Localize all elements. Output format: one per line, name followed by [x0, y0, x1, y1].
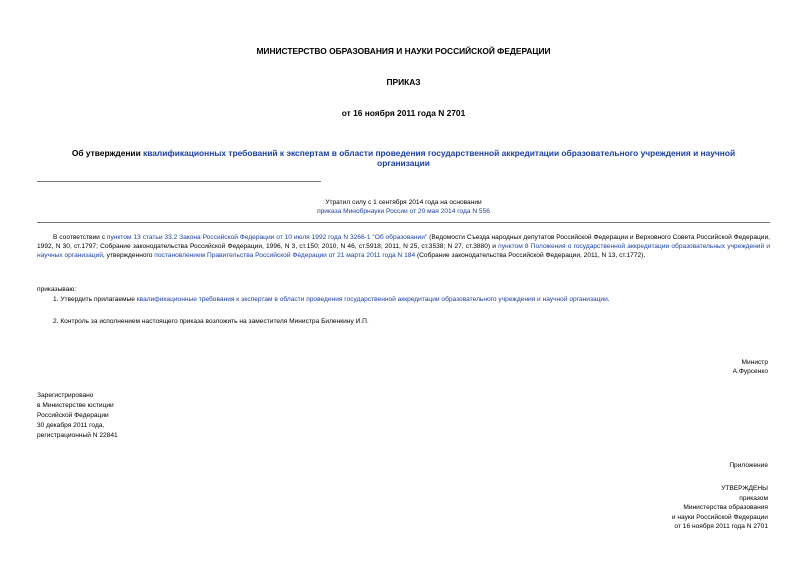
- item-1: 1. Утвердить прилагаемые квалификационные требования к экспертам в области проведения государственной аккредитации образовательного учреждения и научной организации.: [53, 296, 610, 303]
- title-prefix: Об утверждении: [71, 148, 144, 158]
- regulation-link[interactable]: пунктом 8 Положения о государственной аккредитации образовательных учреждений и научных организаций: [37, 242, 770, 259]
- registration-line: Зарегистрировано: [37, 392, 94, 399]
- registration-line: Российской Федерации: [37, 412, 109, 419]
- signature-title: Министр: [741, 359, 768, 366]
- signature-name: А.Фурсенко: [732, 368, 768, 375]
- approval-block: [560, 484, 768, 532]
- registration-line: регистрационный N 22841: [37, 432, 118, 439]
- short-divider: [37, 181, 321, 182]
- ministry-heading: МИНИСТЕРСТВО ОБРАЗОВАНИЯ И НАУКИ РОССИЙСКОЙ ФЕДЕРАЦИИ: [256, 46, 551, 56]
- law-link[interactable]: пунктом 13 статьи 33.2 Закона Российской Федерации от 10 июля 1992 года N 3266-1 "Об образовании": [106, 234, 428, 241]
- approval-line: и науки Российской Федерации: [671, 513, 768, 521]
- expired-note: Утратил силу с 1 сентября 2014 года на основании: [325, 199, 482, 206]
- appendix-label: Приложение: [729, 462, 768, 469]
- title-link[interactable]: квалификационных требований к экспертам в области проведения государственной аккредитации образовательного учреждения и научной организации: [143, 148, 736, 168]
- item-2: 2. Контроль за исполнением настоящего приказа возложить на заместителя Министра Биленкину И.П.: [53, 318, 369, 325]
- order-heading: ПРИКАЗ: [386, 77, 421, 87]
- approval-line: приказом: [739, 494, 768, 502]
- order-word: приказываю:: [37, 286, 77, 293]
- requirements-link[interactable]: квалификационные требования к экспертам в области проведения государственной аккредитации образовательного учреждения и научной организации: [136, 296, 608, 303]
- order-title: [40, 148, 767, 168]
- approved-word: УТВЕРЖДЕНЫ: [721, 485, 768, 492]
- order-date-number: от 16 ноября 2011 года N 2701: [341, 108, 466, 118]
- registration-line: в Министерстве юстиции: [37, 402, 114, 409]
- expired-link[interactable]: приказа Минобрнауки России от 20 мая 2014 года N 556: [317, 208, 490, 215]
- registration-block: [37, 391, 118, 441]
- resolution-link[interactable]: постановлением Правительства Российской Федерации от 21 марта 2011 года N 184: [154, 251, 416, 259]
- approval-line: Министерства образования: [683, 504, 768, 512]
- approval-line: от 16 ноября 2011 года N 2701: [674, 523, 768, 531]
- full-divider: [37, 222, 770, 223]
- preamble-paragraph: В соответствии с пунктом 13 статьи 33.2 Закона Российской Федерации от 10 июля 1992 года N 3266-1 "Об образовании" (Ведомости Съезда народных депутатов Российской Федерации и Верховного Совета Российской Федерации, 1992, N 30, ст.1797; Собрание законодательства Российской Федерации, 1996, N 3, ст.150; 2010, N 46, ст.5918; 2011, N 25, ст.3538; N 27, ст.3880) и пунктом 8 Положения о государственной аккредитации образовательных учреждений и научных организаций, утвержденного постановлением Правительства Российской Федерации от 21 марта 2011 года N 184 (Собрание законодательства Российской Федерации, 2011, N 13, ст.1772),: [37, 234, 770, 259]
- registration-line: 30 декабря 2011 года,: [37, 422, 105, 429]
